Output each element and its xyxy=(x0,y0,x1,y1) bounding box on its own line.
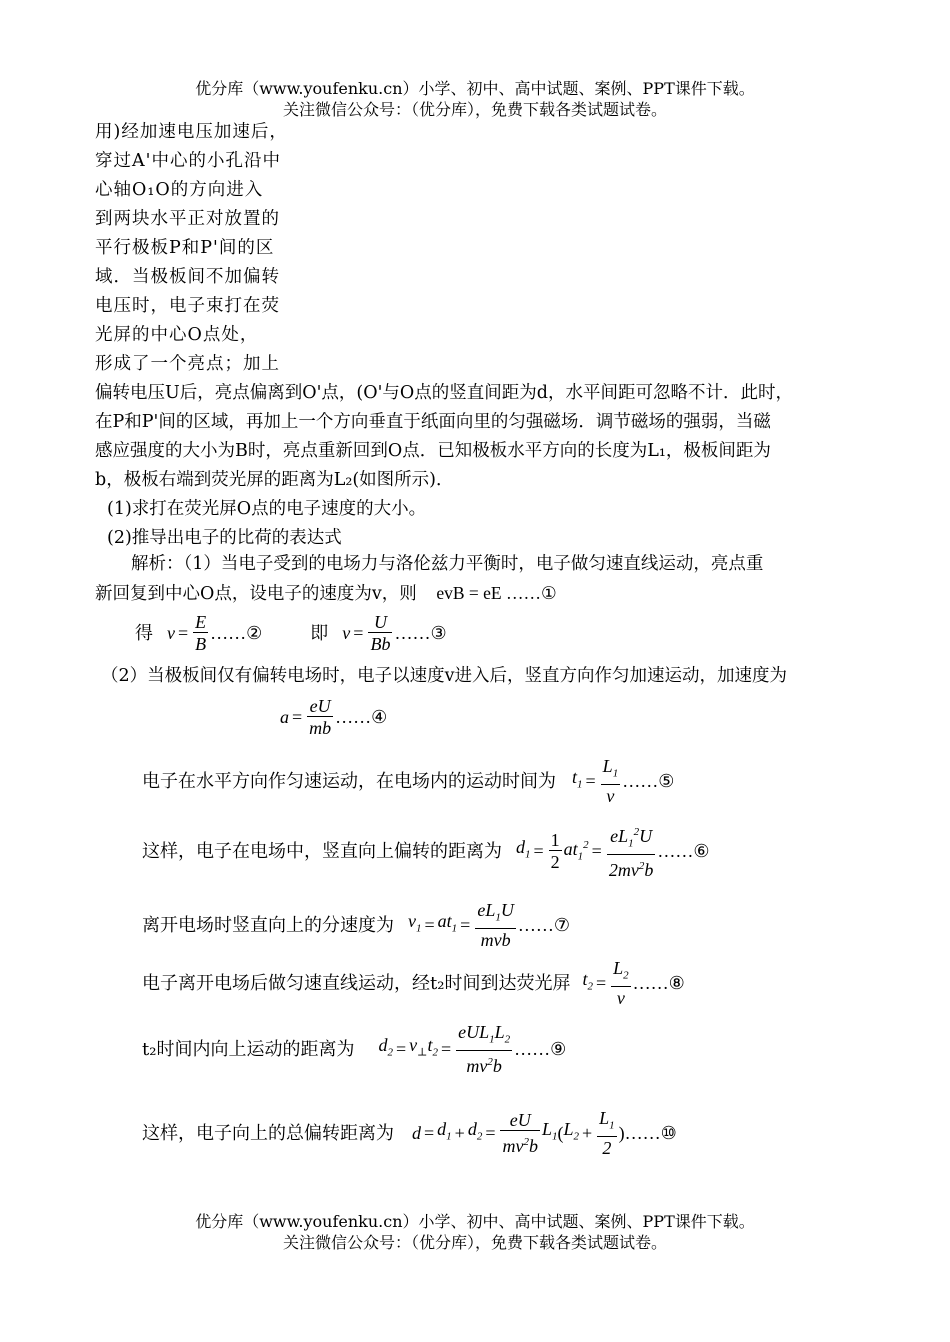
ji-label: 即 xyxy=(310,623,329,644)
header-line-2: 关注微信公众号：（优分库），免费下载各类试题试卷。 xyxy=(282,100,667,119)
eq10-tag: ……⑩ xyxy=(624,1122,677,1143)
page-footer xyxy=(0,1211,950,1253)
step-9-text: t₂时间内向上运动的距离为 xyxy=(142,1038,355,1060)
equation-1: evB = eE ……① xyxy=(436,583,557,603)
wide-line: 偏转电压U后，亮点偏离到O'点，(O'与O点的竖直间距为d，水平间距可忽略不计．此时， xyxy=(95,383,793,403)
eq7-tag: ……⑦ xyxy=(517,914,570,935)
eq4-tag: ……④ xyxy=(335,707,388,727)
narrow-line: 形成了一个亮点；加上 xyxy=(95,354,280,374)
equation-row-2-3: 得 v = $\frac{E}{B}$ ……② 即 v = $\frac{U}{Bb}$ ……③ xyxy=(135,612,447,654)
equation-6-row: 这样，电子在电场中，竖直向上偏转的距离为 $d_1$ = $\frac{1}{2}$ $at_1^2$ = $\frac{eL_1^2U}{2mv^2b}$ ……⑥ xyxy=(142,822,709,881)
equation-9-row: t₂时间内向上运动的距离为 $d_2$ = $v_\perp t_2$ = $\frac{eUL_1L_2}{mv^2b}$ ……⑨ xyxy=(142,1022,567,1076)
de-label: 得 xyxy=(135,623,153,644)
step-8-text: 电子离开电场后做匀速直线运动，经t₂时间到达荧光屏 xyxy=(142,972,571,994)
step-5-text: 电子在水平方向作匀速运动，在电场内的运动时间为 xyxy=(142,770,556,792)
footer-line-2: 关注微信公众号：（优分库），免费下载各类试题试卷。 xyxy=(282,1233,667,1252)
equation-8-row: 电子离开电场后做匀速直线运动，经t₂时间到达荧光屏 $t_2$ = $\frac{L_2}{v}$ ……⑧ xyxy=(142,958,685,1008)
eq8-tag: ……⑧ xyxy=(632,972,685,993)
eq3-lhs: v xyxy=(342,623,351,643)
equation-5-row: 电子在水平方向作匀速运动，在电场内的运动时间为 $t_1$ = $\frac{L_1}{v}$ ……⑤ xyxy=(142,756,675,806)
question-1: (1)求打在荧光屏O点的电子速度的大小。 xyxy=(107,499,427,519)
footer-line-1: 优分库（www.youfenku.cn）小学、初中、高中试题、案例、PPT课件下载。 xyxy=(195,1212,755,1231)
wide-line: 在P和P'间的区域，再加上一个方向垂直于纸面向里的匀强磁场．调节磁场的强弱，当磁 xyxy=(95,412,771,432)
narrow-line: 域．当极板间不加偏转 xyxy=(95,267,280,287)
solution-line xyxy=(95,579,763,609)
eq5-tag: ……⑤ xyxy=(622,770,675,791)
wide-line: 感应强度的大小为B时，亮点重新回到O点．已知极板水平方向的长度为L₁，极板间距为 xyxy=(95,441,771,461)
eq2-lhs: v xyxy=(167,623,175,643)
step-7-text: 离开电场时竖直向上的分速度为 xyxy=(142,914,394,936)
equation-7-row: 离开电场时竖直向上的分速度为 $v_1$ = $at_1$ = $\frac{eL_1U}{\text{mvb}}$ ……⑦ xyxy=(142,900,570,950)
narrow-line: 电压时，电子束打在荧 xyxy=(95,296,280,316)
step-10-text: 这样，电子向上的总偏转距离为 xyxy=(142,1122,394,1144)
narrow-line: 用)经加速电压加速后， xyxy=(95,122,288,142)
solution-part1 xyxy=(95,550,763,609)
eq3-tag: ……③ xyxy=(394,623,447,643)
eq2-tag: ……② xyxy=(210,623,263,643)
wide-line: b，极板右端到荧光屏的距离为L₂(如图所示)． xyxy=(95,470,454,490)
question-2: (2)推导出电子的比荷的表达式 xyxy=(107,528,342,548)
equation-4: a = $\frac{eU}{mb}$ ……④ xyxy=(280,696,388,738)
solution-line-text: 新回复到中心O点，设电子的速度为v，则 xyxy=(95,584,417,604)
eq6-tag: ……⑥ xyxy=(657,840,710,861)
problem-narrow-text xyxy=(95,118,300,379)
narrow-line: 穿过A'中心的小孔沿中 xyxy=(95,151,281,171)
problem-wide-text xyxy=(95,379,793,553)
narrow-line: 心轴O₁O的方向进入 xyxy=(95,180,264,200)
narrow-line: 平行极板P和P'间的区 xyxy=(95,238,275,258)
eq9-tag: ……⑨ xyxy=(514,1038,567,1059)
eq3-fraction: $\frac{U}{Bb}$ xyxy=(370,612,391,654)
equation-10-row: 这样，电子向上的总偏转距离为 d = $d_1$ + $d_2$ = $\frac{eU}{mv^2b}$ $L_1$ ( $L_2$ + $\frac{L_1}{2}$ ) ……⑩ xyxy=(142,1108,677,1158)
solution-line: 解析：（1）当电子受到的电场力与洛伦兹力平衡时，电子做匀速直线运动，亮点重 xyxy=(131,554,764,574)
eq2-fraction: $\frac{E}{B}$ xyxy=(195,612,207,654)
page-header xyxy=(0,78,950,120)
solution-part2-intro: （2）当极板间仅有偏转电场时，电子以速度v进入后，竖直方向作匀加速运动，加速度为 xyxy=(101,666,788,686)
step-6-text: 这样，电子在电场中，竖直向上偏转的距离为 xyxy=(142,840,502,862)
narrow-line: 到两块水平正对放置的 xyxy=(95,209,280,229)
narrow-line: 光屏的中心O点处， xyxy=(95,325,259,345)
header-line-1: 优分库（www.youfenku.cn）小学、初中、高中试题、案例、PPT课件下载。 xyxy=(195,79,755,98)
